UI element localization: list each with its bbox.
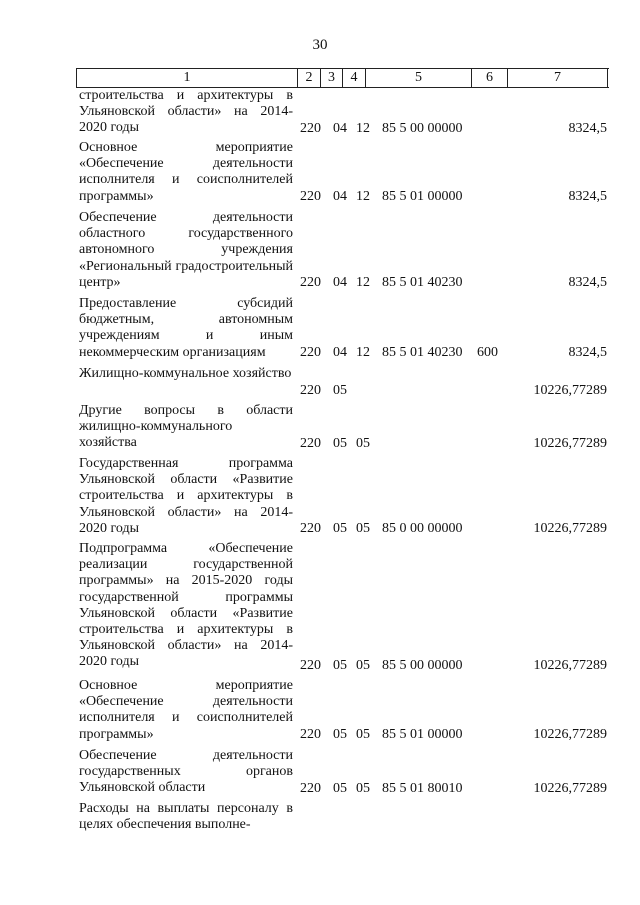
page-number: 30 — [312, 37, 328, 53]
row-col-7: 10226,77289 — [533, 520, 607, 536]
row-name: Основное мероприятие «Обеспечение деятельности исполнителя и соисполнителей программы» — [79, 140, 293, 204]
row-col-7: 10226,77289 — [533, 657, 607, 673]
row-col-2: 220 — [300, 120, 321, 136]
row-col-3: 05 — [333, 520, 347, 536]
row-col-5: 85 5 00 00000 — [382, 657, 463, 673]
header-col-1: 1 — [77, 69, 298, 87]
table-row — [0, 296, 640, 361]
row-col-7: 8324,5 — [568, 120, 607, 136]
header-col-7: 7 — [508, 69, 608, 87]
row-col-2: 220 — [300, 726, 321, 742]
row-col-3: 04 — [333, 188, 347, 204]
row-col-2: 220 — [300, 188, 321, 204]
row-col-7: 10226,77289 — [533, 382, 607, 398]
row-col-4: 05 — [356, 435, 370, 451]
row-col-7: 10226,77289 — [533, 726, 607, 742]
row-col-3: 05 — [333, 780, 347, 796]
header-col-4: 4 — [343, 69, 366, 87]
row-col-2: 220 — [300, 274, 321, 290]
row-name: Расходы на выплаты персоналу в целях обеспечения выполне- — [79, 801, 293, 833]
row-name: Жилищно-коммунальное хозяйство — [79, 366, 292, 381]
row-col-5: 85 5 01 40230 — [382, 344, 463, 360]
row-col-6: 600 — [477, 344, 498, 360]
row-col-7: 8324,5 — [568, 344, 607, 360]
header-col-5: 5 — [366, 69, 472, 87]
row-col-2: 220 — [300, 344, 321, 360]
row-name: Основное мероприятие «Обеспечение деятельности исполнителя и соисполнителей программы» — [79, 678, 293, 742]
row-col-3: 05 — [333, 657, 347, 673]
table-row — [0, 456, 640, 537]
row-col-4: 12 — [356, 344, 370, 360]
row-col-7: 8324,5 — [568, 274, 607, 290]
row-col-4: 12 — [356, 188, 370, 204]
row-col-5: 85 5 01 00000 — [382, 726, 463, 742]
row-name: Государственная программа Ульяновской области «Развитие строительства и архитектуры в Ульяновской области» на 2014-2020 годы — [79, 456, 293, 536]
row-name: Подпрограмма «Обеспечение реализации государственной программы» на 2015-2020 годы государственной программы Ульяновской области «Развитие строительства и архитектуры в Ульяновской области» на 2014-2020 годы — [79, 541, 293, 670]
row-name: Предоставление субсидий бюджетным, автономным учреждениям и иным некоммерческим организациям — [79, 296, 293, 360]
table-header — [76, 68, 609, 88]
row-name: строительства и архитектуры в Ульяновской области» на 2014-2020 годы — [79, 88, 293, 136]
table-row — [0, 801, 640, 834]
row-name: Обеспечение деятельности государственных органов Ульяновской области — [79, 748, 293, 796]
table-row — [0, 88, 640, 137]
table-row — [0, 678, 640, 743]
row-col-5: 85 5 00 00000 — [382, 120, 463, 136]
row-col-4: 12 — [356, 120, 370, 136]
table-row — [0, 403, 640, 452]
row-name: Обеспечение деятельности областного государственного автономного учреждения «Региональный градостроительный центр» — [79, 210, 293, 290]
row-col-5: 85 5 01 40230 — [382, 274, 463, 290]
row-col-4: 05 — [356, 780, 370, 796]
row-col-7: 10226,77289 — [533, 780, 607, 796]
table-row — [0, 210, 640, 291]
row-col-7: 10226,77289 — [533, 435, 607, 451]
row-col-2: 220 — [300, 435, 321, 451]
row-col-2: 220 — [300, 780, 321, 796]
row-col-4: 05 — [356, 657, 370, 673]
table-row — [0, 366, 640, 399]
header-col-3: 3 — [321, 69, 343, 87]
row-col-5: 85 5 01 80010 — [382, 780, 463, 796]
row-col-3: 05 — [333, 435, 347, 451]
header-col-2: 2 — [298, 69, 321, 87]
row-col-2: 220 — [300, 382, 321, 398]
row-col-2: 220 — [300, 520, 321, 536]
row-col-7: 8324,5 — [568, 188, 607, 204]
row-name: Другие вопросы в области жилищно-коммунального хозяйства — [79, 403, 293, 451]
row-col-5: 85 0 00 00000 — [382, 520, 463, 536]
row-col-4: 12 — [356, 274, 370, 290]
table-row — [0, 748, 640, 797]
row-col-3: 04 — [333, 274, 347, 290]
row-col-3: 04 — [333, 344, 347, 360]
row-col-5: 85 5 01 00000 — [382, 188, 463, 204]
table-row — [0, 541, 640, 674]
row-col-3: 05 — [333, 726, 347, 742]
header-col-6: 6 — [472, 69, 508, 87]
row-col-2: 220 — [300, 657, 321, 673]
row-col-3: 04 — [333, 120, 347, 136]
row-col-3: 05 — [333, 382, 347, 398]
row-col-4: 05 — [356, 726, 370, 742]
row-col-4: 05 — [356, 520, 370, 536]
table-row — [0, 140, 640, 205]
